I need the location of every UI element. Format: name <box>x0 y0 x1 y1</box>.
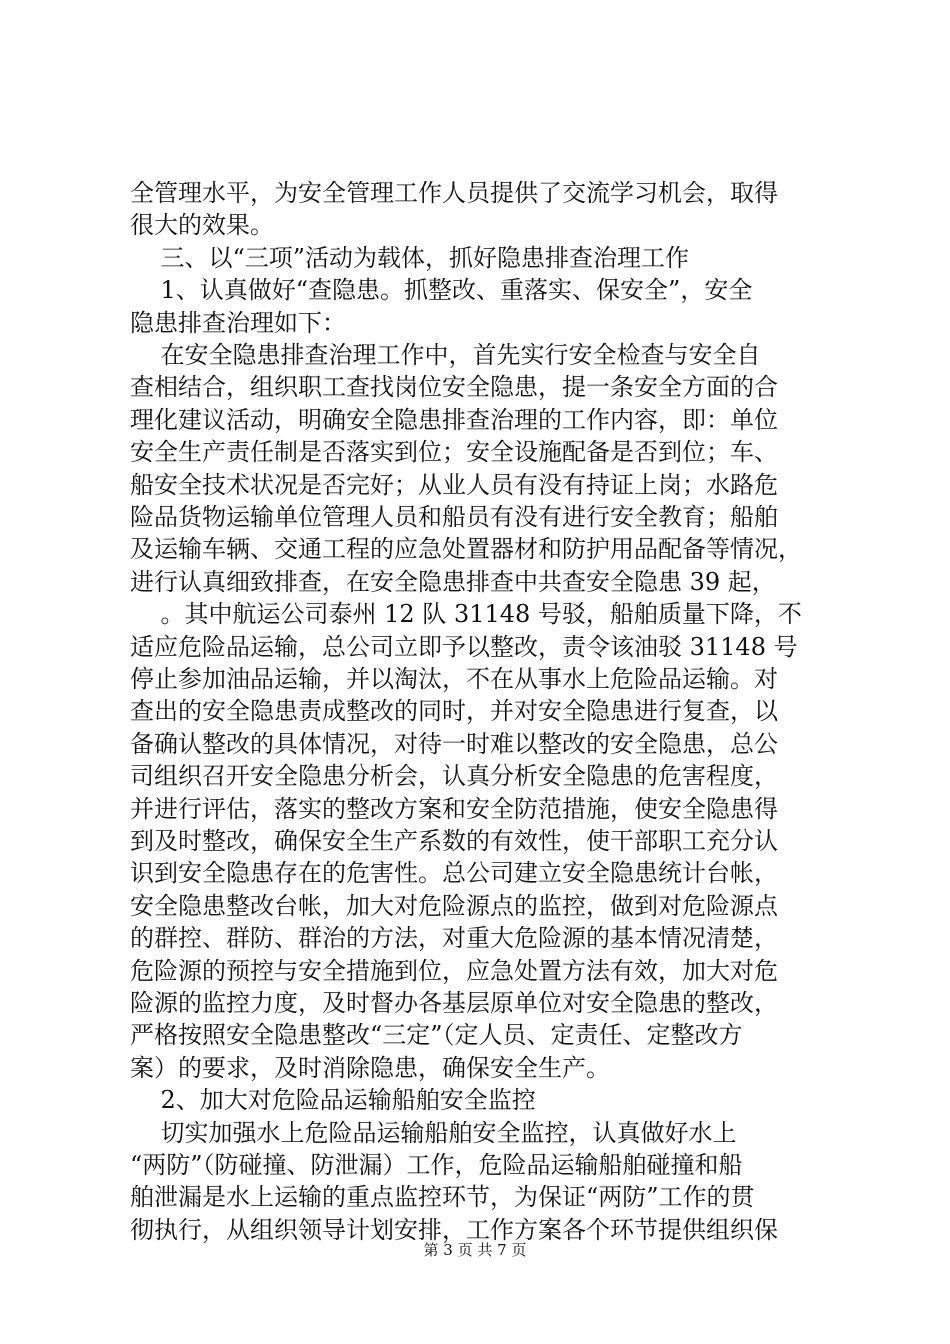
text-line: 切实加强水上危险品运输船舶安全监控，认真做好水上 <box>130 1118 737 1147</box>
text-line: 隐患排查治理如下： <box>130 308 346 337</box>
text-line: 三、以“三项”活动为载体，抓好隐患排查治理工作 <box>130 243 690 272</box>
text-line: 舶泄漏是水上运输的重点监控环节，为保证“两防”工作的贯 <box>130 1183 755 1212</box>
text-line: 案）的要求，及时消除隐患，确保安全生产。 <box>130 1053 610 1082</box>
page-footer: 第 3 页 共 7 页 <box>423 1241 527 1259</box>
text-line: 安全隐患整改台帐，加大对危险源点的监控，做到对危险源点 <box>130 891 778 920</box>
text-line: 在安全隐患排查治理工作中，首先实行安全检查与安全自 <box>130 341 761 369</box>
text-line: 船安全技术状况是否完好；从业人员有没有持证上岗；水路危 <box>130 470 778 499</box>
text-line: 1、认真做好“查隐患。抓整改、重落实、保安全”，安全 <box>130 276 753 305</box>
text-line: “两防”（防碰撞、防泄漏）工作，危险品运输船舶碰撞和船 <box>130 1151 743 1179</box>
text-line: 查出的安全隐患责成整改的同时，并对安全隐患进行复查，以 <box>130 697 778 726</box>
text-line: 查相结合，组织职工查找岗位安全隐患，提一条安全方面的合 <box>130 373 778 402</box>
text-line: 2、加大对危险品运输船舶安全监控 <box>130 1086 536 1115</box>
text-line: 险源的监控力度，及时督办各基层原单位对安全隐患的整改， <box>130 989 778 1017</box>
text-line: 到及时整改，确保安全生产系数的有效性，使干部职工充分认 <box>130 827 778 855</box>
text-line: 理化建议活动，明确安全隐患排查治理的工作内容，即：单位 <box>130 405 778 434</box>
text-line: 备确认整改的具体情况，对待一时难以整改的安全隐患，总公 <box>130 729 778 758</box>
text-line: 危险源的预控与安全措施到位，应急处置方法有效，加大对危 <box>130 956 778 985</box>
text-line: 的群控、群防、群治的方法，对重大危险源的基本情况清楚， <box>130 924 778 953</box>
text-line: 进行认真细致排查，在安全隐患排查中共查安全隐患 39 起， <box>130 567 776 596</box>
text-line: 彻执行，从组织领导计划安排，工作方案各个环节提供组织保 <box>130 1215 778 1244</box>
text-line: 停止参加油品运输，并以淘汰，不在从事水上危险品运输。对 <box>130 665 778 693</box>
text-line: 严格按照安全隐患整改“三定”（定人员、定责任、定整改方 <box>130 1021 743 1050</box>
text-line: 及运输车辆、交通工程的应急处置器材和防护用品配备等情况， <box>130 535 802 564</box>
text-line: 安全生产责任制是否落实到位；安全设施配备是否到位；车、 <box>130 438 778 467</box>
text-line: 全管理水平，为安全管理工作人员提供了交流学习机会，取得 <box>130 179 778 207</box>
text-line: 识到安全隐患存在的危害性。总公司建立安全隐患统计台帐， <box>130 859 778 888</box>
text-line: 很大的效果。 <box>130 211 274 240</box>
text-line: 。其中航运公司泰州 12 队 31148 号驳，船舶质量下降，不 <box>130 600 802 629</box>
text-line: 险品货物运输单位管理人员和船员有没有进行安全教育；船舶 <box>130 503 778 531</box>
text-line: 司组织召开安全隐患分析会，认真分析安全隐患的危害程度， <box>130 762 778 791</box>
text-line: 适应危险品运输，总公司立即予以整改，责令该油驳 31148 号 <box>130 632 798 661</box>
text-line: 并进行评估，落实的整改方案和安全防范措施，使安全隐患得 <box>130 794 778 823</box>
